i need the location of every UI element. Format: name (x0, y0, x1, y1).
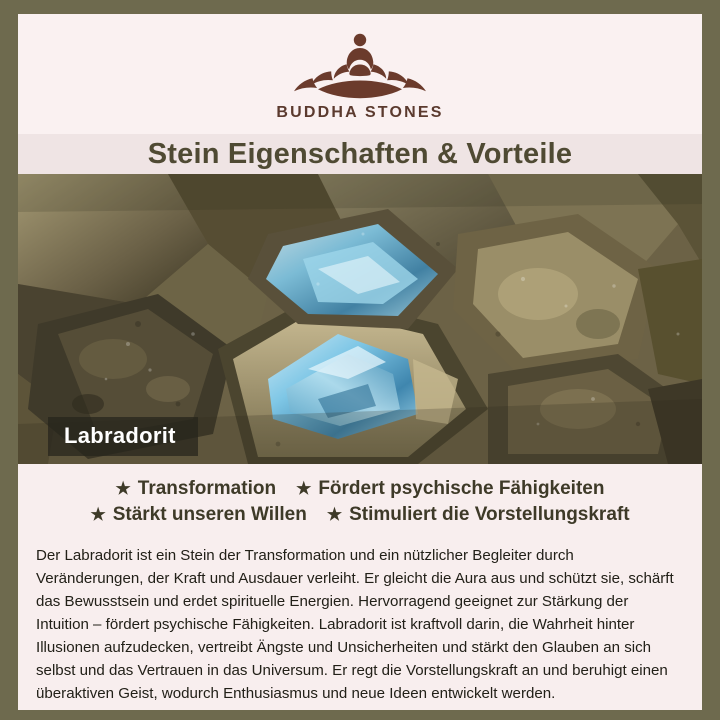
star-icon: ★ (115, 479, 131, 498)
benefit-item (296, 478, 604, 500)
benefit-item (90, 504, 306, 526)
brand-logo (18, 14, 702, 122)
frame-edge-top (0, 0, 720, 14)
hero-image (18, 174, 702, 464)
benefit-row (24, 504, 696, 526)
frame-edge-bottom (0, 710, 720, 720)
frame-edge-left (0, 0, 18, 720)
benefit-item (116, 478, 277, 500)
brand-name: BUDDHA STONES (276, 104, 444, 121)
star-icon: ★ (90, 505, 106, 524)
card-inner (18, 14, 702, 710)
benefit-label: Fördert psychische Fähigkeiten (318, 478, 605, 499)
star-icon: ★ (296, 479, 312, 498)
benefit-item (327, 504, 630, 526)
benefit-label: Stärkt unseren Willen (112, 504, 307, 525)
benefit-label: Stimuliert die Vorstellungskraft (349, 504, 630, 525)
benefits-list (18, 464, 702, 536)
description-paragraph: Der Labradorit ist ein Stein der Transformation und ein nützlicher Begleiter durch Veränderungen, der Kraft und Ausdauer verleiht. Er gleicht die Aura aus und schützt sie, schärft das Bewusstsein und erdet spirituelle Energien. Hervorragend geeignet zur Stärkung der Intuition – fördert psychische Fähigkeiten. Labradorit ist kraftvoll darin, die Wahrheit hinter Illusionen aufzudecken, vertreibt Ängste und Unsicherheiten und stärkt den Glauben an sich selbst und das Vertrauen in das Universum. Er regt die Vorstellungskraft an und beruhigt einen überaktiven Geist, wodurch Enthusiasmus und neue Ideen entwickelt werden. (36, 547, 674, 703)
header (18, 14, 702, 174)
title-band (18, 134, 702, 174)
stone-name-label: Labradorit (48, 417, 198, 456)
benefit-row (24, 478, 696, 500)
lotus-meditation-icon (286, 28, 434, 100)
star-icon: ★ (326, 505, 343, 524)
page-title: Stein Eigenschaften & Vorteile (147, 137, 573, 170)
benefit-label: Transformation (137, 478, 277, 499)
frame-edge-right (702, 0, 720, 720)
